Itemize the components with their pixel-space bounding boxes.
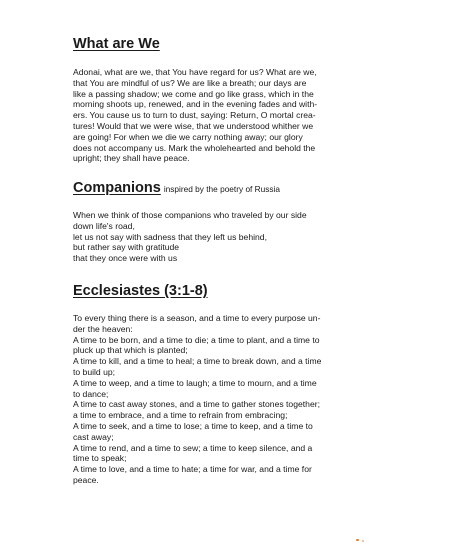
text-line: Adonai, what are we, that You have regard for us? What are we, xyxy=(73,67,317,77)
text-line: to dance; xyxy=(73,388,109,399)
text-line: peace. xyxy=(73,474,99,485)
text-line: but rather say with gratitude xyxy=(73,242,180,253)
section-title-ecclesiastes: Ecclesiastes (3:1-8) xyxy=(73,283,208,299)
text-line: A time to kill, and a time to heal; a time to break down, and a time xyxy=(73,356,322,367)
section-subtitle-companions: inspired by the poetry of Russia xyxy=(163,184,281,194)
text-line: When we think of those companions who traveled by our side xyxy=(73,210,307,220)
text-line: A time to love, and a time to hate; a time for war, and a time for xyxy=(73,464,312,475)
text-line: are going! For when we die we carry nothing away; our glory xyxy=(73,131,303,142)
text-line: cast away; xyxy=(73,431,114,442)
text-line: To every thing there is a season, and a time to every purpose un- xyxy=(73,313,321,323)
text-line: that You are mindful of us? We are like a breath; our days are xyxy=(73,77,307,88)
section-body-ecclesiastes xyxy=(73,313,363,486)
text-line: A time to be born, and a time to die; a time to plant, and a time to xyxy=(73,334,320,345)
text-line: morning shoots up, renewed, and in the evening fades and with- xyxy=(73,99,318,110)
section-body-companions xyxy=(73,210,363,264)
text-line: pluck up that which is planted; xyxy=(73,345,188,356)
section-title-what-are-we: What are We xyxy=(73,36,160,52)
text-line: let us not say with sadness that they left us behind, xyxy=(73,231,267,242)
text-line: A time to rend, and a time to sew; a time to keep silence, and a xyxy=(73,442,313,453)
text-line: upright; they shall have peace. xyxy=(73,153,190,164)
scan-speck xyxy=(356,539,359,541)
section-body-what-are-we xyxy=(73,67,363,164)
text-line: like a passing shadow; we come and go like grass, which in the xyxy=(73,88,314,99)
text-line: tures! Would that we were wise, that we understood whither we xyxy=(73,120,314,131)
text-line: time to speak; xyxy=(73,453,127,464)
text-line: der the heaven: xyxy=(73,323,133,334)
text-line: that they once were with us xyxy=(73,253,178,264)
text-line: does not accompany us. Mark the wholehearted and behold the xyxy=(73,142,316,153)
text-line: a time to embrace, and a time to refrain from embracing; xyxy=(73,410,288,421)
text-line: to build up; xyxy=(73,366,116,377)
section-title-companions: Companions inspired by the poetry of Russia xyxy=(73,180,281,196)
text-line: A time to seek, and a time to lose; a time to keep, and a time to xyxy=(73,420,313,431)
scan-speck xyxy=(362,540,364,542)
text-line: A time to cast away stones, and a time to gather stones together; xyxy=(73,399,320,410)
text-line: A time to weep, and a time to laugh; a time to mourn, and a time xyxy=(73,377,317,388)
text-line: down life's road, xyxy=(73,220,135,231)
text-line: ers. You cause us to turn to dust, saying: Return, O mortal crea- xyxy=(73,110,316,121)
